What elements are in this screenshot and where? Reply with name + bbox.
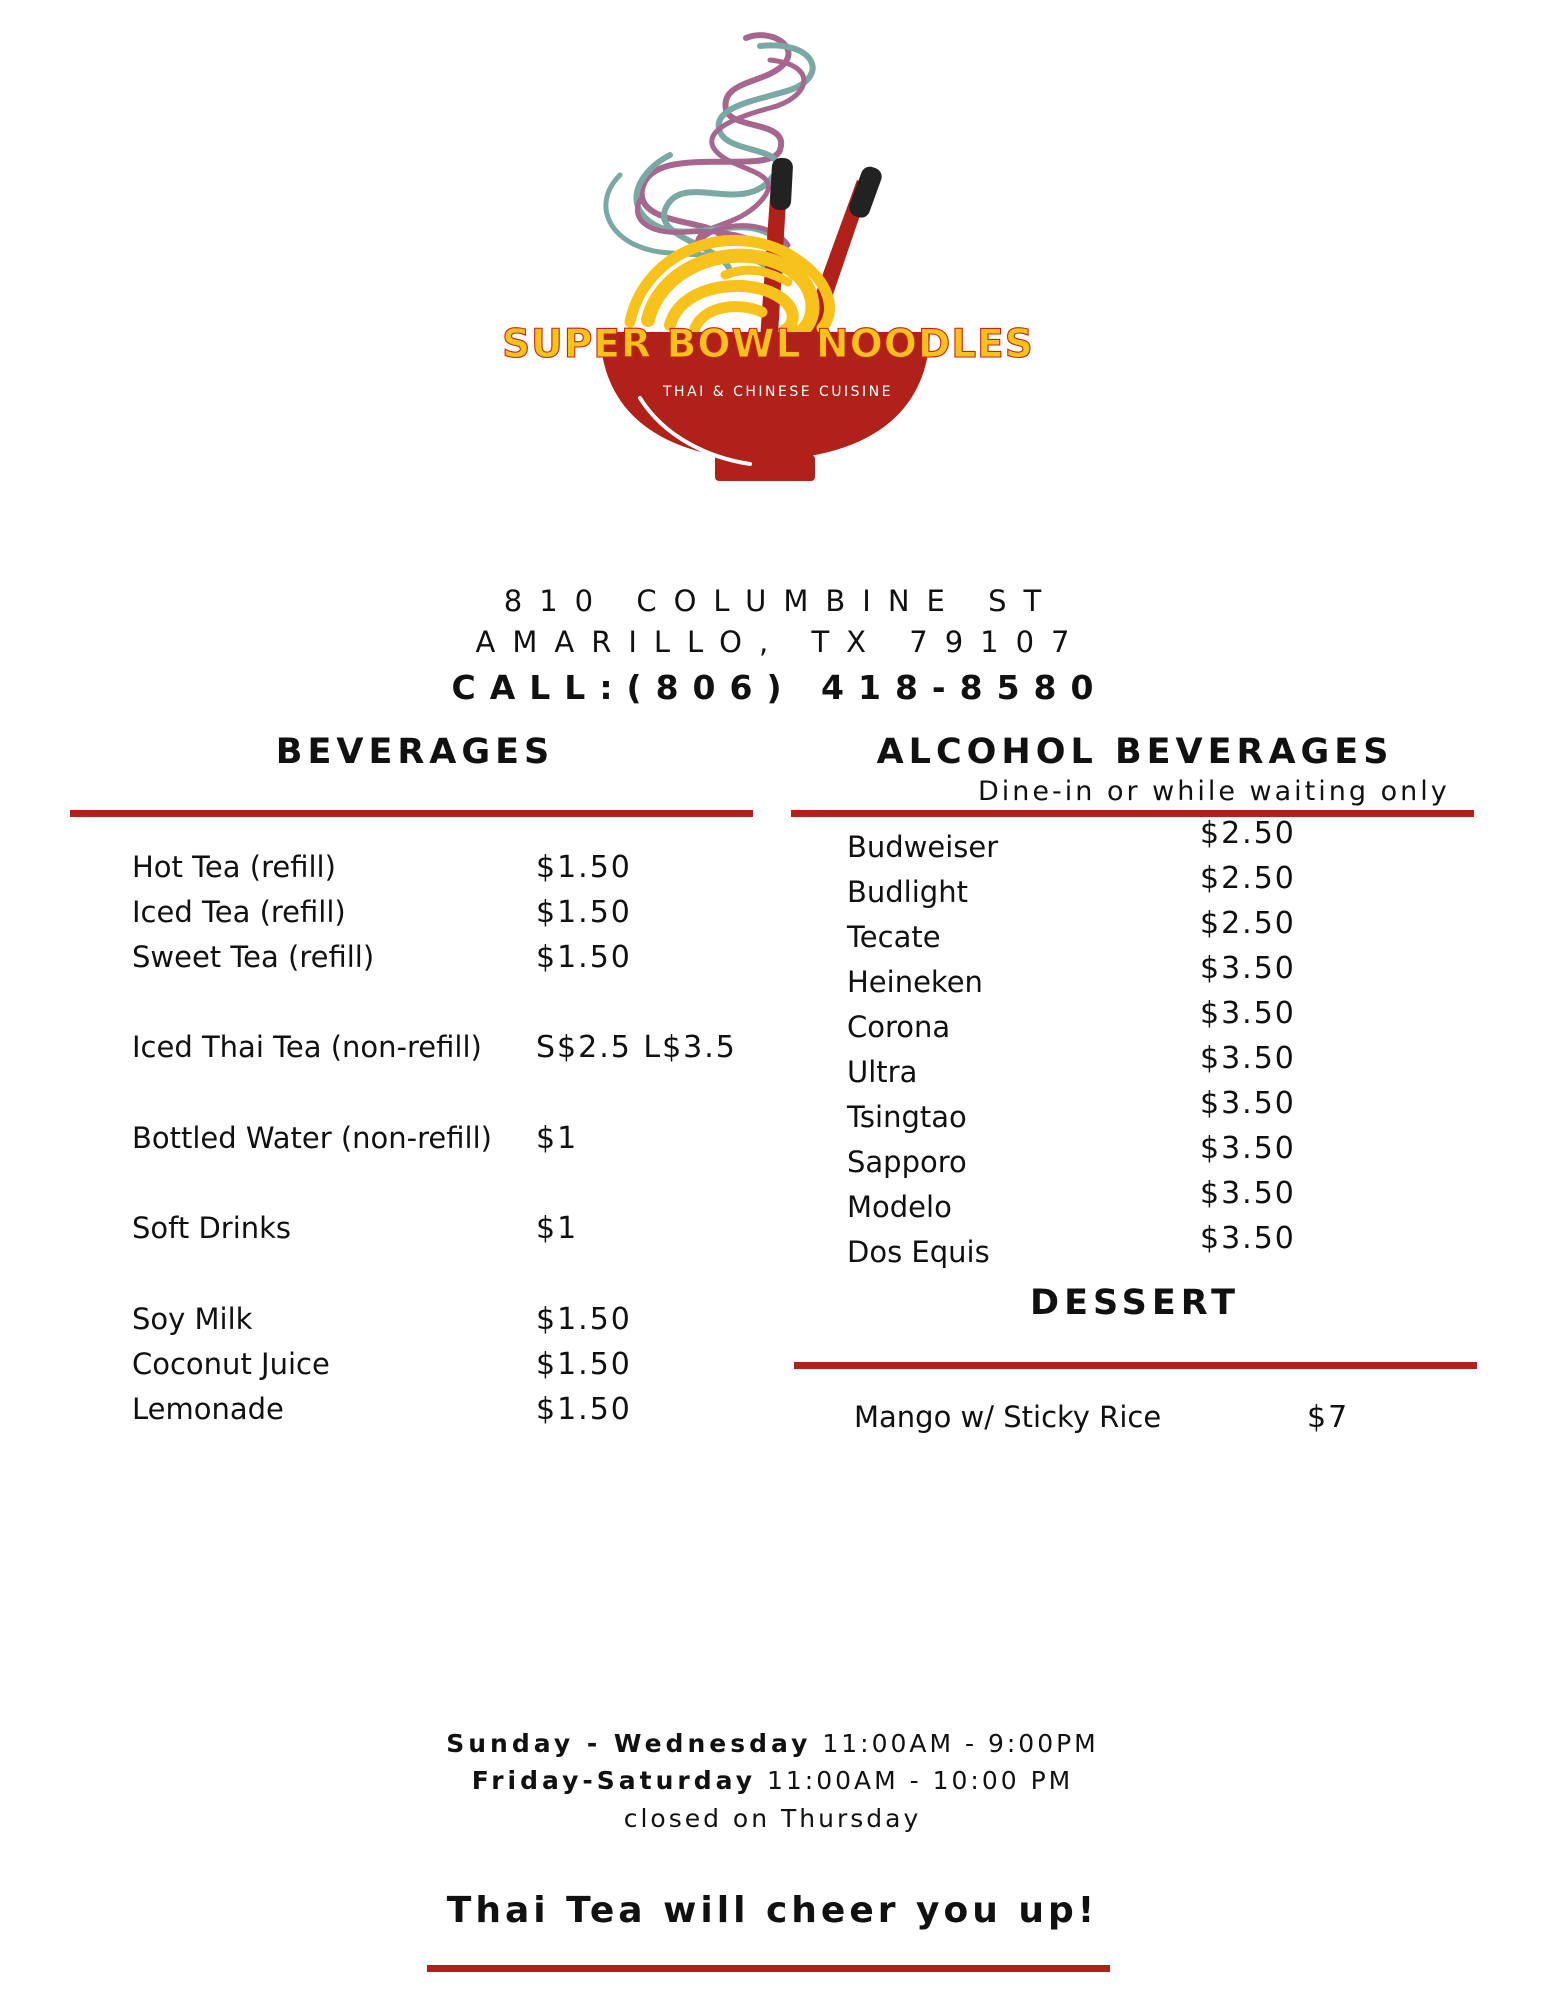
beverage-price: S$2.5 L$3.5 — [536, 1030, 737, 1065]
alcohol-item: Budweiser — [847, 830, 999, 864]
address-street: 810 COLUMBINE ST — [503, 584, 1059, 618]
alcohol-item: Tecate — [847, 920, 941, 954]
restaurant-logo — [470, 20, 1070, 560]
tagline: Thai Tea will cheer you up! — [446, 1890, 1099, 1931]
hours-line-weekend — [0, 1766, 1545, 1795]
alcohol-item: Tsingtao — [847, 1100, 967, 1134]
alcohol-price: $2.50 — [1200, 861, 1296, 896]
beverage-price: $1.50 — [536, 850, 632, 885]
tagline-divider — [427, 1965, 1110, 1972]
phone-number: CALL:(806) 418-8580 — [451, 668, 1108, 707]
beverage-item: Coconut Juice — [132, 1347, 330, 1381]
hours-days: Friday-Saturday — [471, 1766, 757, 1795]
alcohol-price: $3.50 — [1200, 996, 1296, 1031]
beverage-item: Soft Drinks — [132, 1211, 292, 1245]
alcohol-price: $2.50 — [1200, 906, 1296, 941]
dessert-item: Mango w/ Sticky Rice — [854, 1400, 1162, 1434]
alcohol-price: $3.50 — [1200, 1041, 1296, 1076]
alcohol-item: Heineken — [847, 965, 983, 999]
beverage-price: $1.50 — [536, 895, 632, 930]
alcohol-item: Modelo — [847, 1190, 952, 1224]
alcohol-price: $3.50 — [1200, 1176, 1296, 1211]
hours-line-weekdays — [0, 1729, 1545, 1758]
beverage-price: $1.50 — [536, 1392, 632, 1427]
alcohol-item: Dos Equis — [847, 1235, 990, 1269]
hours-days: Sunday - Wednesday — [446, 1729, 812, 1758]
beverages-heading: BEVERAGES — [275, 732, 555, 772]
alcohol-item: Ultra — [847, 1055, 918, 1089]
beverage-item: Lemonade — [132, 1392, 284, 1426]
beverage-item: Sweet Tea (refill) — [132, 940, 375, 974]
dessert-heading: DESSERT — [1030, 1283, 1240, 1323]
beverage-item: Bottled Water (non-refill) — [132, 1121, 492, 1155]
hours-time: 11:00AM - 9:00PM — [822, 1729, 1099, 1758]
alcohol-price: $3.50 — [1200, 1086, 1296, 1121]
hours-closed-note: closed on Thursday — [623, 1804, 922, 1833]
alcohol-price: $3.50 — [1200, 1221, 1296, 1256]
beverage-item: Hot Tea (refill) — [132, 850, 336, 884]
hours-time: 11:00AM - 10:00 PM — [766, 1766, 1074, 1795]
beverage-price: $1.50 — [536, 1347, 632, 1382]
beverage-item: Iced Tea (refill) — [132, 895, 346, 929]
logo-name: SUPER BOWL NOODLES — [502, 322, 1034, 367]
beverage-item: Soy Milk — [132, 1302, 253, 1336]
alcohol-note: Dine-in or while waiting only — [978, 776, 1450, 807]
alcohol-price: $2.50 — [1200, 816, 1296, 851]
dessert-price: $7 — [1307, 1400, 1350, 1435]
dessert-divider — [794, 1362, 1477, 1369]
beverage-price: $1.50 — [536, 1302, 632, 1337]
alcohol-item: Budlight — [847, 875, 968, 909]
alcohol-price: $3.50 — [1200, 1131, 1296, 1166]
address-city: AMARILLO, TX 79107 — [475, 625, 1087, 659]
alcohol-heading: ALCOHOL BEVERAGES — [876, 732, 1394, 772]
alcohol-item: Corona — [847, 1010, 951, 1044]
beverage-price: $1 — [536, 1211, 579, 1246]
alcohol-divider — [791, 810, 1474, 817]
beverage-item: Iced Thai Tea (non-refill) — [132, 1030, 482, 1064]
beverages-divider — [70, 810, 753, 817]
beverage-price: $1 — [536, 1121, 579, 1156]
alcohol-item: Sapporo — [847, 1145, 967, 1179]
beverage-price: $1.50 — [536, 940, 632, 975]
logo-subtitle: THAI & CHINESE CUISINE — [662, 384, 894, 400]
alcohol-price: $3.50 — [1200, 951, 1296, 986]
